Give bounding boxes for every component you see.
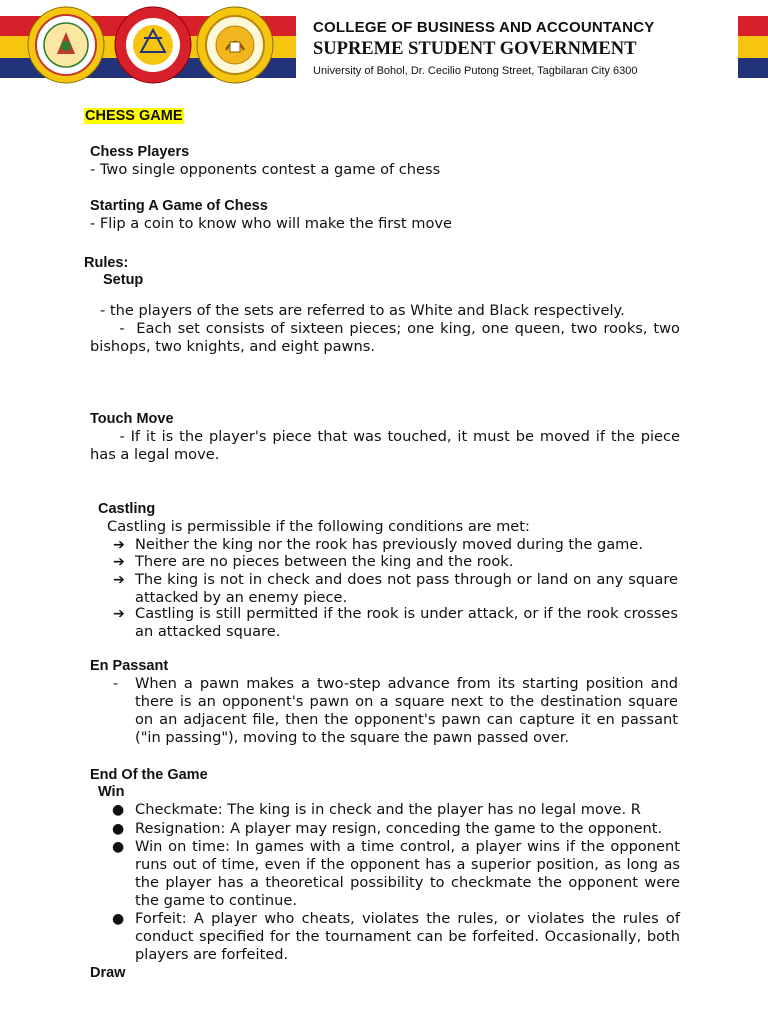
list-item: Castling is still permitted if the rook is under attack, or if the rook crosses an attacked square. <box>135 605 678 640</box>
players-text: - Two single opponents contest a game of chess <box>90 161 441 178</box>
en-passant-text: When a pawn makes a two-step advance from its starting position and there is an opponent's pawn on a square next to the destination square on an adjacent file, then the opponent's pawn can capture it en passant ("in passing"), moving to the square the pawn passed over. <box>135 675 678 746</box>
list-item: Resignation: A player may resign, conceding the game to the opponent. <box>135 820 663 837</box>
arrow-icon: ➔ <box>113 554 125 570</box>
list-item: Checkmate: The king is in check and the player has no legal move. R <box>135 801 641 818</box>
university-seal-icon <box>27 6 105 84</box>
arrow-icon: ➔ <box>113 572 125 588</box>
college-name: COLLEGE OF BUSINESS AND ACCOUNTANCY <box>313 19 655 36</box>
win-heading: Win <box>98 784 125 800</box>
arrow-icon: ➔ <box>113 537 125 553</box>
list-item: Win on time: In games with a time control, a player wins if the opponent runs out of time, even if the opponent has a superior position, as long as the player has a theoretical possibility to checkmate the opponent were the game to continue. <box>135 838 680 909</box>
bullet-icon: ● <box>112 821 125 837</box>
setup-heading: Setup <box>103 272 144 288</box>
castling-heading: Castling <box>98 501 156 517</box>
arrow-icon: ➔ <box>113 606 125 622</box>
list-item: The king is not in check and does not pass through or land on any square attacked by an enemy piece. <box>135 571 678 606</box>
list-item: Forfeit: A player who cheats, violates the rules, or violates the rules of conduct specified for the tournament can be forfeited. Occasionally, both players are forfeited. <box>135 910 680 963</box>
start-text: - Flip a coin to know who will make the first move <box>90 215 452 232</box>
organization-name: SUPREME STUDENT GOVERNMENT <box>313 39 637 59</box>
castling-intro: Castling is permissible if the following conditions are met: <box>107 518 530 535</box>
draw-heading: Draw <box>90 965 126 981</box>
dash-marker: - <box>113 676 119 692</box>
document-title: CHESS GAME <box>85 108 183 124</box>
list-item: Neither the king nor the rook has previously moved during the game. <box>135 536 643 553</box>
touch-move-heading: Touch Move <box>90 411 174 427</box>
setup-line-1: - the players of the sets are referred to as White and Black respectively. <box>100 302 625 319</box>
touch-move-text: - If it is the player's piece that was touched, it must be moved if the piece has a legal move. <box>90 428 685 463</box>
en-passant-heading: En Passant <box>90 658 169 674</box>
student-government-seal-icon <box>114 6 192 84</box>
address: University of Bohol, Dr. Cecilio Putong Street, Tagbilaran City 6300 <box>313 65 638 77</box>
start-heading: Starting A Game of Chess <box>90 198 268 214</box>
players-heading: Chess Players <box>90 144 190 160</box>
letterhead-text <box>313 19 654 77</box>
list-item: There are no pieces between the king and the rook. <box>135 553 514 570</box>
letterhead-color-band-right <box>738 16 768 78</box>
college-seal-icon <box>196 6 274 84</box>
rules-heading: Rules: <box>84 255 129 271</box>
bullet-icon: ● <box>112 839 125 855</box>
bullet-icon: ● <box>112 802 125 818</box>
end-of-game-heading: End Of the Game <box>90 767 208 783</box>
setup-line-2: - Each set consists of sixteen pieces; one king, one queen, two rooks, two bishops, two knights, and eight pawns. <box>90 320 685 355</box>
bullet-icon: ● <box>112 911 125 927</box>
letterhead <box>0 0 768 86</box>
